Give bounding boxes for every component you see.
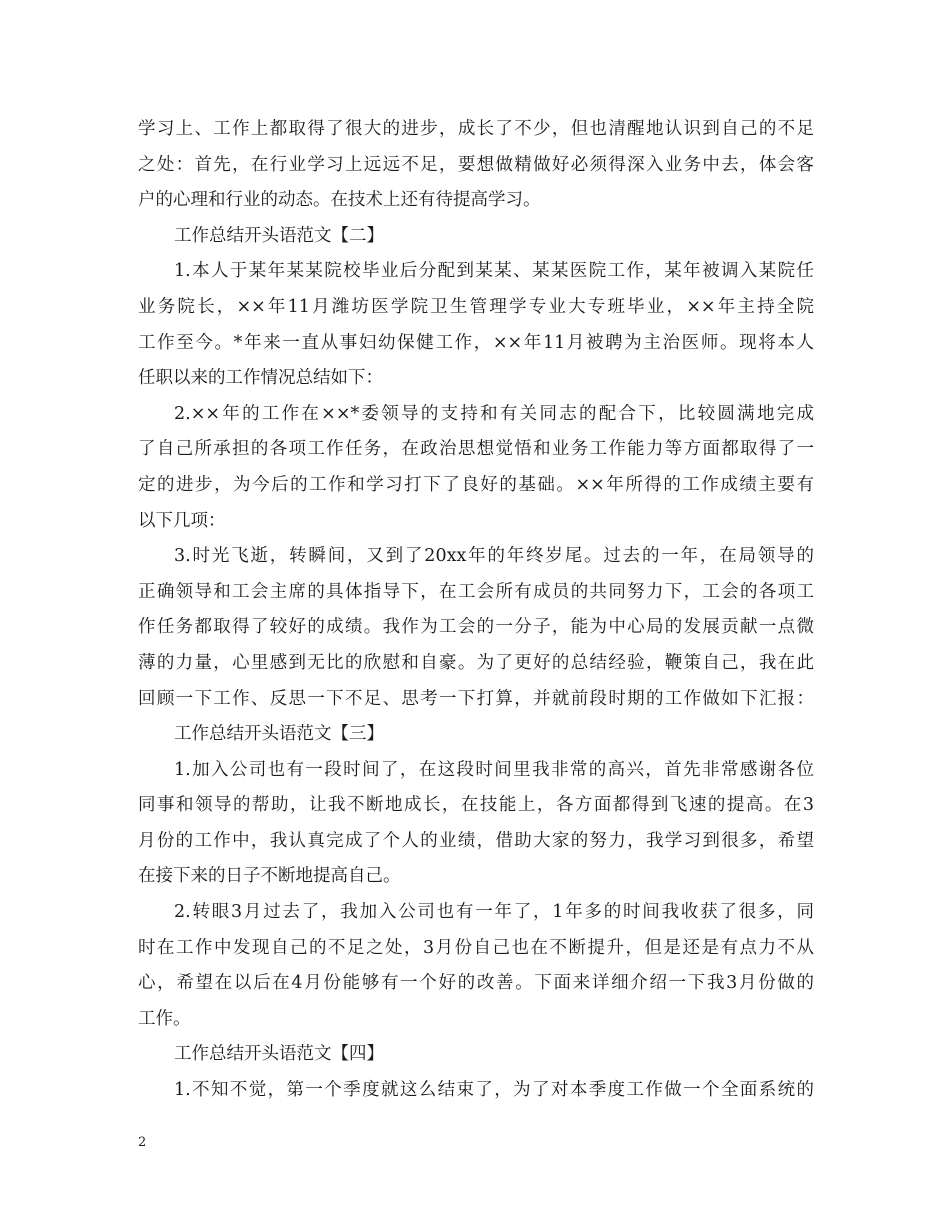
text-line: 业务院长，××年11月潍坊医学院卫生管理学专业大专班毕业，××年主持全院 bbox=[138, 296, 814, 317]
text-line: 工作至今。*年来一直从事妇幼保健工作，××年11月被聘为主治医师。现将本人 bbox=[138, 332, 814, 353]
text-line: 正确领导和工会主席的具体指导下，在工会所有成员的共同努力下，工会的各项工 bbox=[138, 581, 814, 602]
text-line: 学习上、工作上都取得了很大的进步，成长了不少，但也清醒地认识到自己的不足 bbox=[138, 119, 814, 139]
text-line: 心，希望在以后在4月份能够有一个好的改善。下面来详细介绍一下我3月份做的 bbox=[138, 973, 814, 994]
text-line: 之处：首先，在行业学习上远远不足，要想做精做好必须得深入业务中去，体会客 bbox=[138, 154, 814, 175]
text-line: 任职以来的工作情况总结如下： bbox=[138, 368, 383, 389]
text-line: 月份的工作中，我认真完成了个人的业绩，借助大家的努力，我学习到很多，希望 bbox=[138, 830, 814, 851]
text-line: 2.转眼3月过去了，我加入公司也有一年了，1年多的时间我收获了很多，同 bbox=[174, 902, 814, 923]
text-line: 回顾一下工作、反思一下不足、思考一下打算，并就前段时期的工作做如下汇报： bbox=[138, 688, 814, 709]
section-heading: 工作总结开头语范文【二】 bbox=[174, 225, 384, 246]
text-line: 时在工作中发现自己的不足之处，3月份自己也在不断提升，但是还是有点力不从 bbox=[138, 937, 814, 958]
section-heading: 工作总结开头语范文【三】 bbox=[174, 724, 384, 745]
text-line: 在接下来的日子不断地提高自己。 bbox=[138, 866, 401, 887]
text-line: 户的心理和行业的动态。在技术上还有待提高学习。 bbox=[138, 190, 541, 211]
text-line: 工作。 bbox=[138, 1008, 191, 1029]
text-line: 同事和领导的帮助，让我不断地成长，在技能上，各方面都得到飞速的提高。在3 bbox=[138, 795, 814, 816]
section-heading: 工作总结开头语范文【四】 bbox=[174, 1044, 384, 1065]
text-line: 定的进步，为今后的工作和学习打下了良好的基础。××年所得的工作成绩主要有 bbox=[138, 474, 814, 495]
text-line: 2.××年的工作在××*委领导的支持和有关同志的配合下，比较圆满地完成 bbox=[174, 403, 814, 424]
text-line: 以下几项： bbox=[138, 510, 226, 531]
page-number: 2 bbox=[138, 1135, 147, 1150]
text-line: 薄的力量，心里感到无比的欣慰和自豪。为了更好的总结经验，鞭策自己，我在此 bbox=[138, 652, 814, 673]
text-line: 1.不知不觉，第一个季度就这么结束了，为了对本季度工作做一个全面系统的 bbox=[174, 1080, 814, 1101]
text-line: 了自己所承担的各项工作任务，在政治思想觉悟和业务工作能力等方面都取得了一 bbox=[138, 439, 814, 460]
body-text bbox=[138, 112, 814, 1109]
text-line: 1.加入公司也有一段时间了，在这段时间里我非常的高兴，首先非常感谢各位 bbox=[174, 759, 814, 780]
text-line: 1.本人于某年某某院校毕业后分配到某某、某某医院工作，某年被调入某院任 bbox=[174, 261, 814, 282]
text-line: 作任务都取得了较好的成绩。我作为工会的一分子，能为中心局的发展贡献一点微 bbox=[138, 617, 814, 638]
text-line: 3.时光飞逝，转瞬间，又到了20xx年的年终岁尾。过去的一年，在局领导的 bbox=[174, 546, 814, 567]
